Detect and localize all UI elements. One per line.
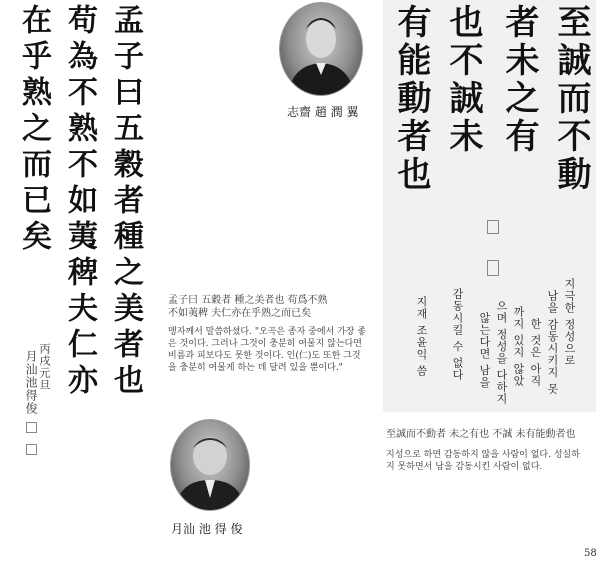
korean-translation-column: 않는다면 남을 xyxy=(478,312,491,389)
seal-stamp xyxy=(487,260,499,276)
author-name-top: 志齋 趙 潤 翼 xyxy=(287,105,359,119)
seal-stamp xyxy=(487,220,499,234)
calligraphy-column-2: 者未之有 xyxy=(499,4,539,156)
calligraphy-column-3: 在乎熟之而已矣 xyxy=(16,4,51,256)
page-number: 58 xyxy=(584,548,597,559)
caption-hanja-line: 至誠而不動者 未之有也 不誠 未有能動者也 xyxy=(386,429,576,440)
author-portrait-top xyxy=(279,2,363,96)
seal-stamp xyxy=(26,444,37,455)
author-portrait-bottom xyxy=(170,419,250,511)
korean-translation-column: 감동시킬 수 없다 xyxy=(451,288,464,381)
right-calligraphy-panel xyxy=(383,0,596,412)
calligraphy-column-2: 苟為不熟不如荑稗夫仁亦 xyxy=(62,4,97,400)
korean-translation-column: 지극한 정성으로 xyxy=(563,278,576,367)
portrait-photo-icon xyxy=(171,420,249,510)
caption-left-work xyxy=(168,294,368,374)
left-calligraphy-panel xyxy=(0,0,152,538)
calligraphy-column-4: 有能動者也 xyxy=(391,4,431,194)
caption-korean-text: 맹자께서 말씀하셨다. "오곡은 종자 중에서 가장 좋은 것이다. 그러나 그것이 충분히 여물지 않는다면 비름과 피보다도 못한 것이다. 인(仁)도 또한 그것을 충분히 여물게 하는 데 달려 있을 뿐이다." xyxy=(168,327,367,373)
caption-hanja-line: 孟子曰 五穀者 種之美者也 苟爲不熟 xyxy=(168,295,328,306)
caption-korean-text: 지성으로 하면 감동하지 않을 사람이 없다. 성실하지 못하면서 남을 감동시킨 사람이 없다. xyxy=(386,450,580,472)
author-name-bottom: 月汕 池 得 俊 xyxy=(171,522,243,536)
calligraphy-column-3: 也不誠未 xyxy=(443,4,483,156)
korean-translation-column: 까지 있지 않았 xyxy=(512,306,525,387)
calligraphy-column-1: 孟子曰五穀者種之美者也 xyxy=(108,4,143,400)
seal-stamp xyxy=(26,422,37,433)
korean-translation-column: 지재 조윤익 씀 xyxy=(415,296,428,377)
korean-translation-column: 한 것은 아직 xyxy=(529,318,542,387)
calligraphy-date-inscription: 丙戌元旦 xyxy=(38,343,51,391)
calligraphy-column-1: 至誠而不動 xyxy=(551,4,591,194)
korean-translation-column: 으며 정성을 다하지 xyxy=(495,300,508,405)
caption-hanja-line: 不如荑稗 夫仁亦在乎熟之而已矣 xyxy=(168,308,312,319)
portrait-photo-icon xyxy=(280,3,362,95)
calligraphy-signature: 月汕池得俊 xyxy=(24,350,38,415)
korean-translation-column: 남을 감동시키지 못 xyxy=(546,290,559,395)
caption-right-work xyxy=(386,428,586,473)
